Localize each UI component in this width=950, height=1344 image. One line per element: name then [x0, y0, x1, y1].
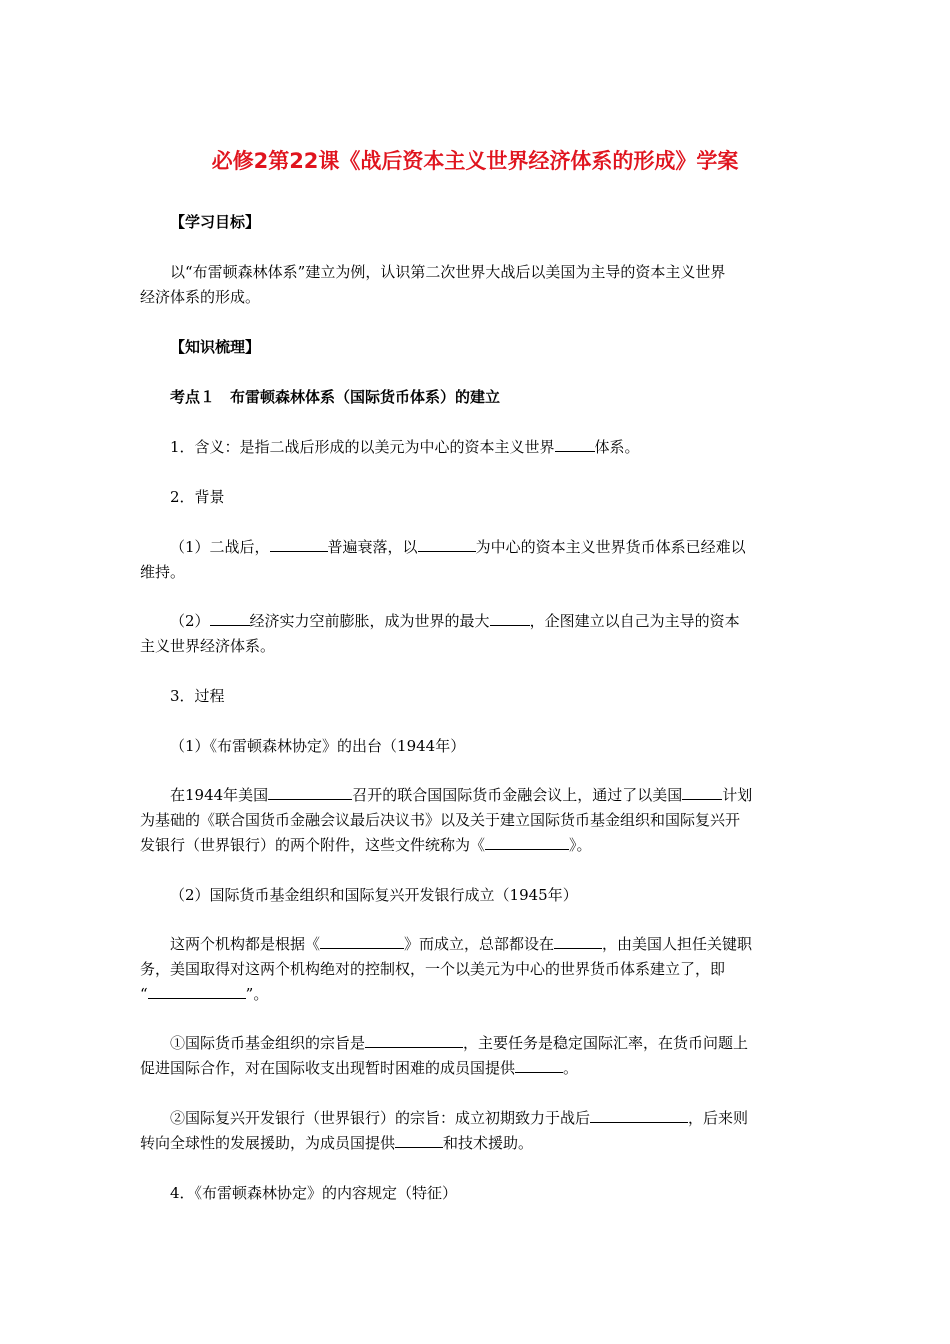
fill-blank [555, 435, 595, 452]
fill-blank [395, 1131, 443, 1148]
process-2-line-2: 务，美国取得对这两个机构绝对的控制权，一个以美元为中心的世界货币体系建立了，即 [140, 960, 726, 978]
imf-line-2 [140, 1056, 578, 1080]
item-2-background: 2．背景 [170, 488, 225, 506]
fill-blank [554, 932, 602, 949]
fill-blank [682, 783, 722, 800]
imf-text-b: ，主要任务是稳定国际汇率，在货币问题上 [463, 1034, 749, 1052]
p1-text-a: 在1944年美国 [170, 786, 269, 804]
p1-text-b: 召开的联合国国际货币金融会议上，通过了以美国 [352, 786, 683, 804]
imf-text-d: 。 [563, 1059, 579, 1077]
bg1-text-c: 为中心的资本主义世界货币体系已经难以 [475, 538, 746, 556]
p1-text-e: 发银行（世界银行）的两个附件，这些文件统称为《 [140, 836, 486, 854]
process-1-line-2: 为基础的《联合国货币金融会议最后决议书》以及关于建立国际货币基金组织和国际复兴开 [140, 811, 741, 829]
goals-text-line-2: 经济体系的形成。 [140, 288, 261, 306]
topic-1-heading: 考点１ 布雷顿森林体系（国际货币体系）的建立 [170, 388, 501, 406]
p1-text-c: 计划 [722, 786, 753, 804]
fill-blank [590, 1106, 688, 1123]
background-1-line-2: 维持。 [140, 563, 186, 581]
fill-blank [148, 982, 246, 999]
p2-text-b: 》而成立，总部都设在 [404, 935, 555, 953]
bg2-text-b: 经济实力空前膨胀，成为世界的最大 [249, 612, 490, 630]
knowledge-heading: 【知识梳理】 [170, 338, 261, 356]
world-bank-line-1 [170, 1106, 748, 1130]
process-2-line-3 [140, 982, 268, 1006]
item-4-content: 4．《布雷顿森林协定》的内容规定（特征） [170, 1184, 458, 1202]
bg2-text-c: ，企图建立以自己为主导的资本 [529, 612, 740, 630]
fill-blank [365, 1031, 463, 1048]
fill-blank [485, 833, 569, 850]
goals-text-line-1: 以“布雷顿森林体系”建立为例，认识第二次世界大战后以美国为主导的资本主义世界 [170, 263, 726, 281]
item-1-definition [170, 435, 640, 459]
item-1-text-a: 1．含义：是指二战后形成的以美元为中心的资本主义世界 [170, 438, 555, 456]
p2-text-a: 这两个机构都是根据《 [170, 935, 321, 953]
background-1-line-1 [170, 535, 746, 559]
fill-blank [490, 609, 530, 626]
fill-blank [515, 1056, 563, 1073]
imf-line-1 [170, 1031, 748, 1055]
fill-blank [210, 609, 250, 626]
item-1-text-b: 体系。 [594, 438, 640, 456]
fill-blank [270, 535, 328, 552]
background-2-line-2: 主义世界经济体系。 [140, 637, 276, 655]
background-2-line-1 [170, 609, 740, 633]
process-1-line-3 [140, 833, 592, 857]
p2-text-c: ，由美国人担任关键职 [602, 935, 753, 953]
p2-text-e: “ [140, 985, 148, 1003]
imf-text-c: 促进国际合作，对在国际收支出现暂时困难的成员国提供 [140, 1059, 516, 1077]
bg2-text-a: （2） [170, 612, 210, 630]
fill-blank [418, 535, 476, 552]
wb-text-b: ，后来则 [688, 1109, 749, 1127]
process-1-heading: （1）《布雷顿森林协定》的出台（1944年） [170, 737, 466, 755]
process-2-line-1 [170, 932, 752, 956]
document-title: 必修2第22课《战后资本主义世界经济体系的形成》学案 [211, 149, 739, 173]
fill-blank [320, 932, 404, 949]
item-3-process: 3．过程 [170, 687, 225, 705]
imf-text-a: ①国际货币基金组织的宗旨是 [170, 1034, 366, 1052]
p1-text-f: 》。 [569, 836, 592, 854]
fill-blank [268, 783, 352, 800]
world-bank-line-2 [140, 1131, 533, 1155]
bg1-text-b: 普遍衰落，以 [327, 538, 418, 556]
goals-heading: 【学习目标】 [170, 213, 261, 231]
bg1-text-a: （1）二战后， [170, 538, 270, 556]
p2-text-f: ”。 [245, 985, 269, 1003]
wb-text-a: ②国际复兴开发银行（世界银行）的宗旨：成立初期致力于战后 [170, 1109, 591, 1127]
wb-text-c: 转向全球性的发展援助，为成员国提供 [140, 1134, 396, 1152]
wb-text-d: 和技术援助。 [443, 1134, 534, 1152]
process-2-heading: （2）国际货币基金组织和国际复兴开发银行成立（1945年） [170, 886, 578, 904]
process-1-line-1 [170, 783, 752, 807]
